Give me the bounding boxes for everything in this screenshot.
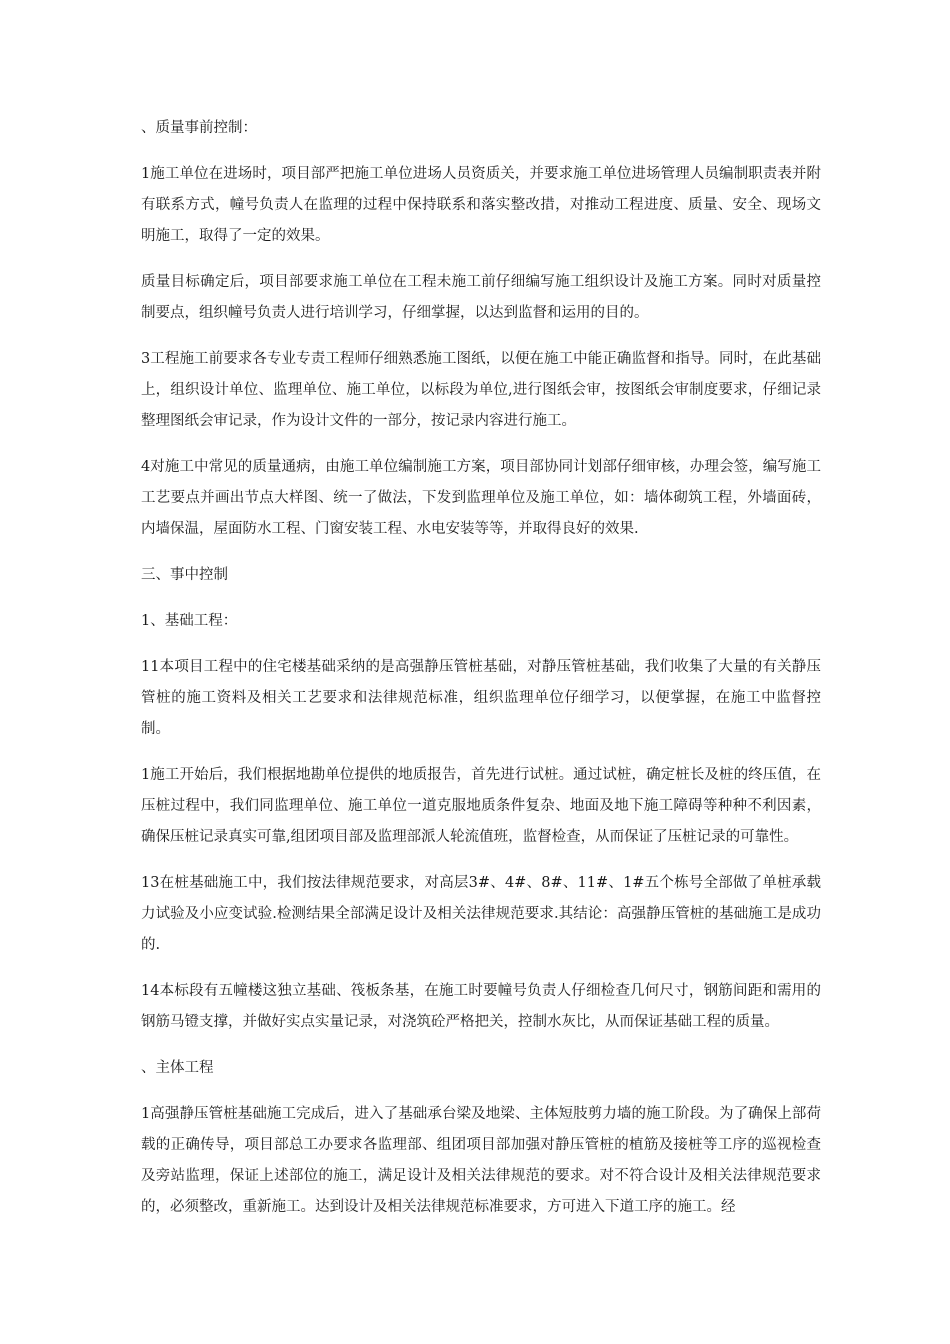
paragraph-item-3: 3工程施工前要求各专业专责工程师仔细熟悉施工图纸，以便在施工中能正确监督和指导。同时，在此基础上，组织设计单位、监理单位、施工单位，以标段为单位,进行图纸会审，按图纸会审制度要求，仔细记录整理图纸会审记录，作为设计文件的一部分，按记录内容进行施工。 bbox=[141, 351, 821, 429]
subsection-heading-main-structure: 、主体工程 bbox=[141, 1060, 214, 1076]
paragraph-item-1: 1施工单位在进场时，项目部严把施工单位进场人员资质关，并要求施工单位进场管理人员编制职责表并附有联系方式，幢号负责人在监理的过程中保持联系和落实整改措，对推动工程进度、质量、安全、现场文明施工，取得了一定的效果。 bbox=[141, 166, 821, 244]
paragraph-item-13: 13在桩基础施工中，我们按法律规范要求，对高层3#、4#、8#、11#、1#五个栋号全部做了单桩承载力试验及小应变试验.检测结果全部满足设计及相关法律规范要求.其结论：高强静压管桩的基础施工是成功的. bbox=[141, 875, 821, 953]
section-heading-pre-control: 、质量事前控制： bbox=[141, 120, 257, 136]
document-body bbox=[141, 113, 821, 1238]
subsection-heading-foundation: 1、基础工程： bbox=[141, 613, 238, 629]
paragraph-main-structure-1: 1高强静压管桩基础施工完成后，进入了基础承台梁及地梁、主体短肢剪力墙的施工阶段。为了确保上部荷载的正确传导，项目部总工办要求各监理部、组团项目部加强对静压管桩的植筋及接桩等工序的巡视检查及旁站监理，保证上述部位的施工，满足设计及相关法律规范的要求。对不符合设计及相关法律规范要求的，必须整改，重新施工。达到设计及相关法律规范标准要求，方可进入下道工序的施工。经 bbox=[141, 1106, 821, 1215]
paragraph-test-pile: 1施工开始后，我们根据地勘单位提供的地质报告，首先进行试桩。通过试桩，确定桩长及桩的终压值，在压桩过程中，我们同监理单位、施工单位一道克服地质条件复杂、地面及地下施工障碍等种种不利因素，确保压桩记录真实可靠,组团项目部及监理部派人轮流值班，监督检查，从而保证了压桩记录的可靠性。 bbox=[141, 767, 821, 845]
paragraph-item-11: 11本项目工程中的住宅楼基础采纳的是高强静压管桩基础，对静压管桩基础，我们收集了大量的有关静压管桩的施工资料及相关工艺要求和法律规范标准，组织监理单位仔细学习，以便掌握，在施工中监督控制。 bbox=[141, 659, 821, 737]
paragraph-item-4: 4对施工中常见的质量通病，由施工单位编制施工方案，项目部协同计划部仔细审核，办理会签，编写施工工艺要点并画出节点大样图、统一了做法，下发到监理单位及施工单位，如：墙体砌筑工程，外墙面砖，内墙保温，屋面防水工程、门窗安装工程、水电安装等等，并取得良好的效果. bbox=[141, 459, 821, 537]
paragraph-item-14: 14本标段有五幢楼这独立基础、筏板条基，在施工时要幢号负责人仔细检查几何尺寸，钢筋间距和需用的钢筋马镫支撑，并做好实点实量记录，对浇筑砼严格把关，控制水灰比，从而保证基础工程的质量。 bbox=[141, 983, 821, 1030]
paragraph-quality-target: 质量目标确定后，项目部要求施工单位在工程未施工前仔细编写施工组织设计及施工方案。同时对质量控制要点，组织幢号负责人进行培训学习，仔细掌握，以达到监督和运用的目的。 bbox=[141, 274, 821, 321]
section-heading-in-process-control: 三、事中控制 bbox=[141, 567, 228, 583]
